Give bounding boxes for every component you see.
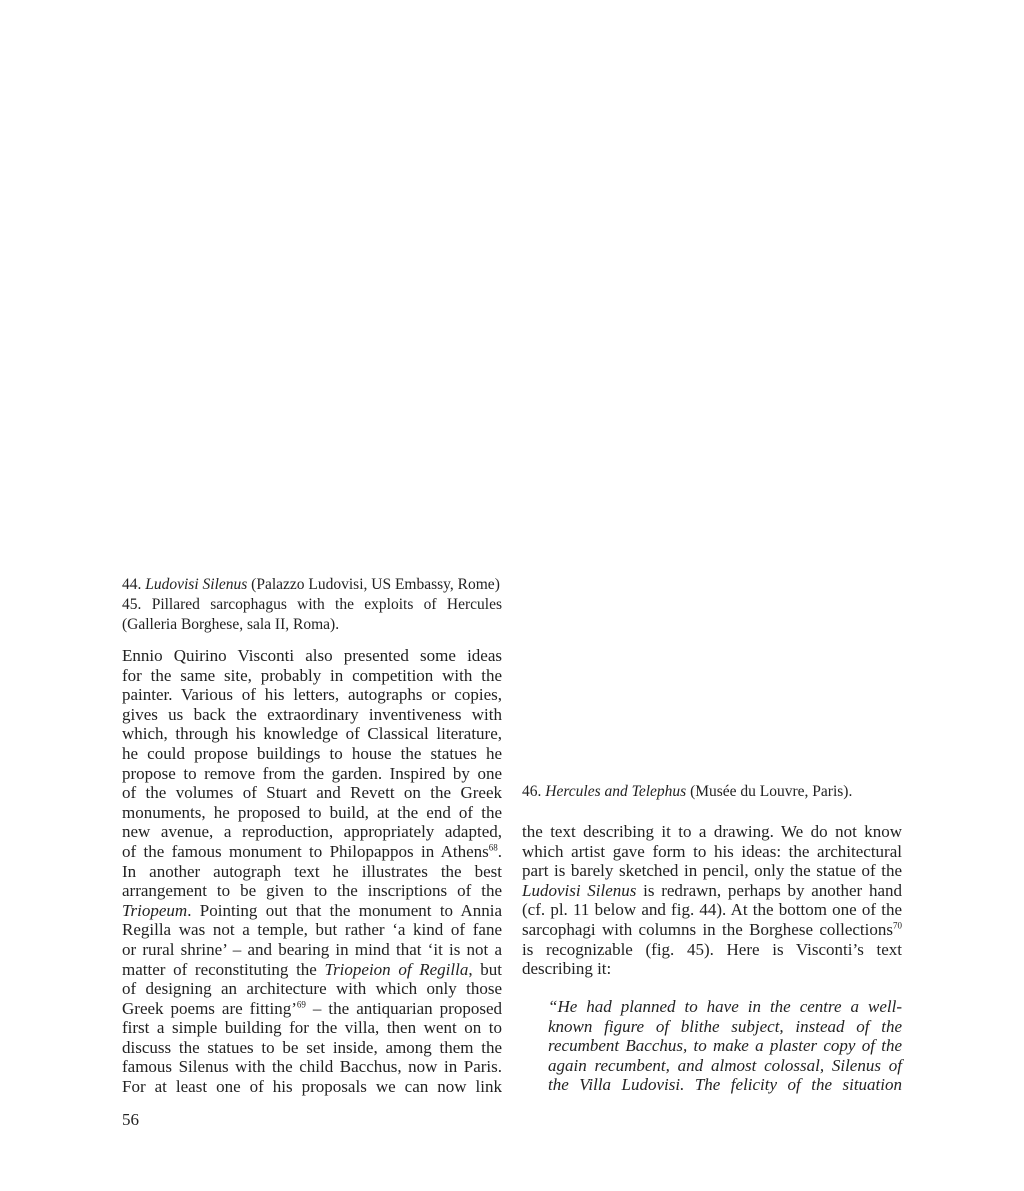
quote-line: “He had planned to have in the centre a well- <box>548 997 902 1016</box>
text-line: of designing an architecture with which only those <box>122 979 502 999</box>
text-line: (cf. pl. 11 below and fig. 44). At the bottom one of the <box>522 900 902 920</box>
text-line: which, through his knowledge of Classical literature, <box>122 724 502 744</box>
text-line: matter of reconstituting the Triopeion of Regilla, but <box>122 959 502 979</box>
text-line: part is barely sketched in pencil, only the statue of the <box>522 861 902 881</box>
text-line: painter. Various of his letters, autographs or copies, <box>122 685 502 705</box>
text-line: of the volumes of Stuart and Revett on the Greek <box>122 783 502 803</box>
text-line: is recognizable (fig. 45). Here is Visconti’s text <box>522 939 902 959</box>
text-line: discuss the statues to be set inside, among them the <box>122 1037 502 1057</box>
left-text-column <box>122 646 502 1097</box>
text-line: Triopeum. Pointing out that the monument to Annia <box>122 900 502 920</box>
quote-line: again recumbent, and almost colossal, Silenus of <box>548 1055 902 1075</box>
text-line: which artist gave form to his ideas: the architectural <box>522 841 902 861</box>
footnote-ref-70: 70 <box>893 920 902 931</box>
text-line: or rural shrine’ – and bearing in mind that ‘it is not a <box>122 939 502 959</box>
text-line: Regilla was not a temple, but rather ‘a kind of fane <box>122 920 502 940</box>
block-quote <box>548 997 902 1095</box>
figure-caption-44-45 <box>122 575 502 635</box>
text-line: In another autograph text he illustrates the best <box>122 861 502 881</box>
footnote-ref-69: 69 <box>296 999 306 1010</box>
right-text-column <box>522 822 902 979</box>
text-line: monuments, he proposed to build, at the end of the <box>122 802 502 822</box>
figure-caption-46: 46. Hercules and Telephus (Musée du Louvre, Paris). <box>522 783 853 800</box>
quote-line: the Villa Ludovisi. The felicity of the situation <box>548 1075 902 1095</box>
footnote-ref-68: 68 <box>488 842 498 853</box>
text-line: gives us back the extraordinary inventiveness with <box>122 704 502 724</box>
text-line: Greek poems are fitting’$^{69}$ – the antiquarian proposed <box>122 998 502 1018</box>
quote-line: known figure of blithe subject, instead of the <box>548 1016 902 1036</box>
caption-fig-45: 45. Pillared sarcophagus with the exploits of Hercules <box>122 596 502 613</box>
caption-fig-45-cont: (Galleria Borghese, sala II, Roma). <box>122 616 340 633</box>
text-line: of the famous monument to Philopappos in Athens$^{68}$. <box>122 841 502 861</box>
text-line: sarcophagi with columns in the Borghese collections$^{70}$ <box>522 919 902 939</box>
text-line: arrangement to be given to the inscriptions of the <box>122 881 502 901</box>
quote-line: recumbent Bacchus, to make a plaster copy of the <box>548 1036 902 1056</box>
caption-fig-44: 44. Ludovisi Silenus (Palazzo Ludovisi, US Embassy, Rome) <box>122 576 500 593</box>
text-line: new avenue, a reproduction, appropriately adapted, <box>122 822 502 842</box>
text-line: propose to remove from the garden. Inspired by one <box>122 763 502 783</box>
page-number: 56 <box>122 1110 139 1129</box>
text-line: famous Silenus with the child Bacchus, now in Paris. <box>122 1057 502 1077</box>
text-line: first a simple building for the villa, then went on to <box>122 1018 502 1038</box>
text-line: for the same site, probably in competition with the <box>122 665 502 685</box>
text-line: the text describing it to a drawing. We do not know <box>522 822 902 841</box>
text-line: For at least one of his proposals we can now link <box>122 1077 502 1097</box>
text-line: he could propose buildings to house the statues he <box>122 743 502 763</box>
text-line: Ludovisi Silenus is redrawn, perhaps by another hand <box>522 880 902 900</box>
text-line: Ennio Quirino Visconti also presented some ideas <box>122 646 502 665</box>
text-line: describing it: <box>522 959 612 979</box>
